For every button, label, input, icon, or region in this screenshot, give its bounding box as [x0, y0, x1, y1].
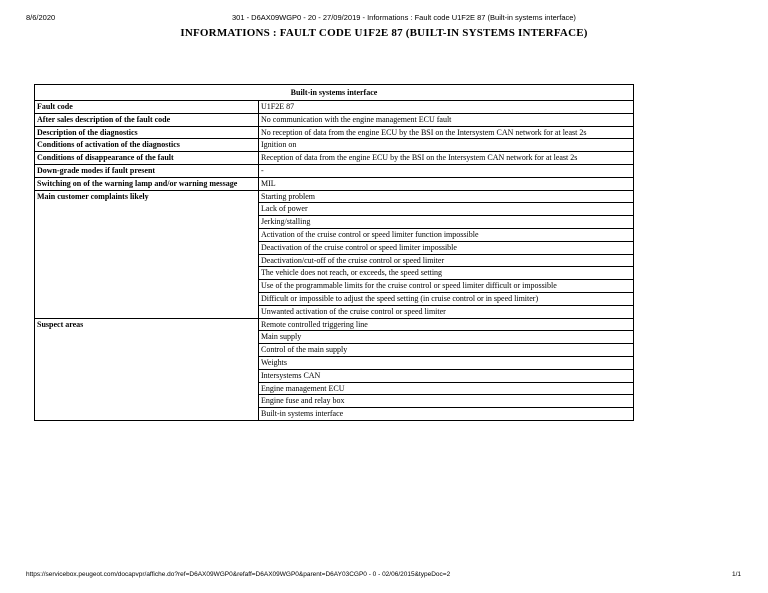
- complaint-item: Deactivation of the cruise control or speed limiter impossible: [259, 241, 634, 254]
- footer-page-number: 1/1: [732, 571, 742, 578]
- row-value: MIL: [259, 177, 634, 190]
- table-row: [35, 318, 634, 331]
- table-row: [35, 190, 634, 203]
- row-label: After sales description of the fault code: [35, 113, 259, 126]
- table-row: [35, 126, 634, 139]
- complaint-item: Use of the programmable limits for the cruise control or speed limiter difficult or impossible: [259, 280, 634, 293]
- complaint-item: Deactivation/cut-off of the cruise control or speed limiter: [259, 254, 634, 267]
- suspect-area-item: Built-in systems interface: [259, 408, 634, 421]
- complaint-item: Difficult or impossible to adjust the speed setting (in cruise control or in speed limiter): [259, 292, 634, 305]
- footer-url: https://servicebox.peugeot.com/docapvpr/affiche.do?ref=D6AX09WGP0&refaff=D6AX09WGP0&parent=D6AY03CGP0 - 0 - 02/06/2015&typeDoc=2: [26, 571, 451, 578]
- suspect-area-item: Engine fuse and relay box: [259, 395, 634, 408]
- page-title: INFORMATIONS : FAULT CODE U1F2E 87 (BUILT-IN SYSTEMS INTERFACE): [180, 27, 588, 39]
- table-row: [35, 164, 634, 177]
- suspect-area-item: Control of the main supply: [259, 344, 634, 357]
- complaint-item: Jerking/stalling: [259, 216, 634, 229]
- row-value: -: [259, 164, 634, 177]
- table-row: [35, 139, 634, 152]
- table-caption: Built-in systems interface: [35, 85, 634, 101]
- row-value: Reception of data from the engine ECU by the BSI on the Intersystem CAN network for at least 2s: [259, 152, 634, 165]
- row-label: Fault code: [35, 101, 259, 114]
- suspect-area-item: Main supply: [259, 331, 634, 344]
- table-row: [35, 177, 634, 190]
- print-header-text: 301 - D6AX09WGP0 - 20 - 27/09/2019 - Informations : Fault code U1F2E 87 (Built-in systems interface): [232, 13, 576, 22]
- fault-code-table: [34, 84, 634, 421]
- row-value: Ignition on: [259, 139, 634, 152]
- complaint-label: Main customer complaints likely: [35, 190, 259, 318]
- print-date: 8/6/2020: [26, 13, 56, 22]
- suspect-area-item: Weights: [259, 356, 634, 369]
- row-value: No communication with the engine management ECU fault: [259, 113, 634, 126]
- suspect-area-label: Suspect areas: [35, 318, 259, 420]
- table-row: [35, 152, 634, 165]
- complaint-item: Lack of power: [259, 203, 634, 216]
- complaint-item: Starting problem: [259, 190, 634, 203]
- complaint-item: Activation of the cruise control or speed limiter function impossible: [259, 228, 634, 241]
- row-label: Down-grade modes if fault present: [35, 164, 259, 177]
- row-value: U1F2E 87: [259, 101, 634, 114]
- table-caption-row: [35, 85, 634, 101]
- table-row: [35, 113, 634, 126]
- row-value: No reception of data from the engine ECU by the BSI on the Intersystem CAN network for at least 2s: [259, 126, 634, 139]
- row-label: Conditions of disappearance of the fault: [35, 152, 259, 165]
- row-label: Description of the diagnostics: [35, 126, 259, 139]
- suspect-area-item: Remote controlled triggering line: [259, 318, 634, 331]
- suspect-area-item: Intersystems CAN: [259, 369, 634, 382]
- table-row: [35, 101, 634, 114]
- complaint-item: Unwanted activation of the cruise control or speed limiter: [259, 305, 634, 318]
- row-label: Conditions of activation of the diagnostics: [35, 139, 259, 152]
- row-label: Switching on of the warning lamp and/or warning message: [35, 177, 259, 190]
- complaint-item: The vehicle does not reach, or exceeds, the speed setting: [259, 267, 634, 280]
- suspect-area-item: Engine management ECU: [259, 382, 634, 395]
